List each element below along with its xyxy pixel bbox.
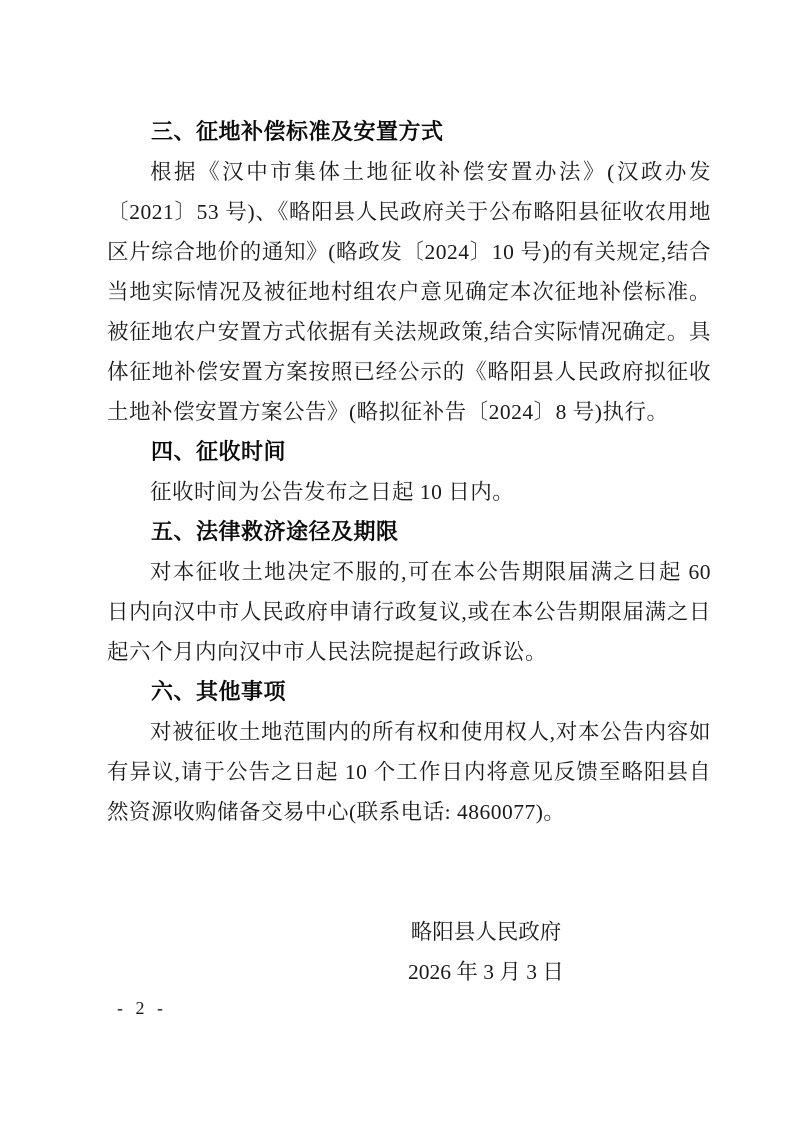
section-5-heading: 五、法律救济途径及期限	[151, 519, 399, 544]
page-number: - 2 -	[117, 998, 167, 1018]
section-3-paragraph: 根据《汉中市集体土地征收补偿安置办法》(汉政办发〔2021〕53 号)、《略阳县人民政府关于公布略阳县征收农用地区片综合地价的通知》(略政发〔2024〕10 号)的有关规定,结合当地实际情况及被征地村组农户意见确定本次征地补偿标准。被征地农户安置方式依据有关法规政策,结合实际情况确定。具体征地补偿安置方案按照已经公示的《略阳县人民政府拟征收土地补偿安置方案公告》(略拟征补告〔2024〕8 号)执行。	[107, 160, 711, 424]
signature-block	[330, 912, 642, 992]
section-4-paragraph: 征收时间为公告发布之日起 10 日内。	[150, 480, 515, 504]
section-3-heading: 三、征地补偿标准及安置方式	[151, 119, 444, 144]
section-5-paragraph: 对本征收土地决定不服的,可在本公告期限届满之日起 60 日内向汉中市人民政府申请行政复议,或在本公告期限届满之日起六个月内向汉中市人民法院提起行政诉讼。	[107, 560, 711, 664]
signature-date: 2026 年 3 月 3 日	[408, 960, 564, 984]
section-6-paragraph: 对被征收土地范围内的所有权和使用权人,对本公告内容如有异议,请于公告之日起 10 个工作日内将意见反馈至略阳县自然资源收购储备交易中心(联系电话: 4860077)。	[107, 720, 711, 824]
signature-issuer: 略阳县人民政府	[410, 920, 562, 944]
section-4-heading: 四、征收时间	[151, 439, 287, 464]
document-body	[107, 112, 711, 832]
section-6-heading: 六、其他事项	[151, 679, 287, 704]
